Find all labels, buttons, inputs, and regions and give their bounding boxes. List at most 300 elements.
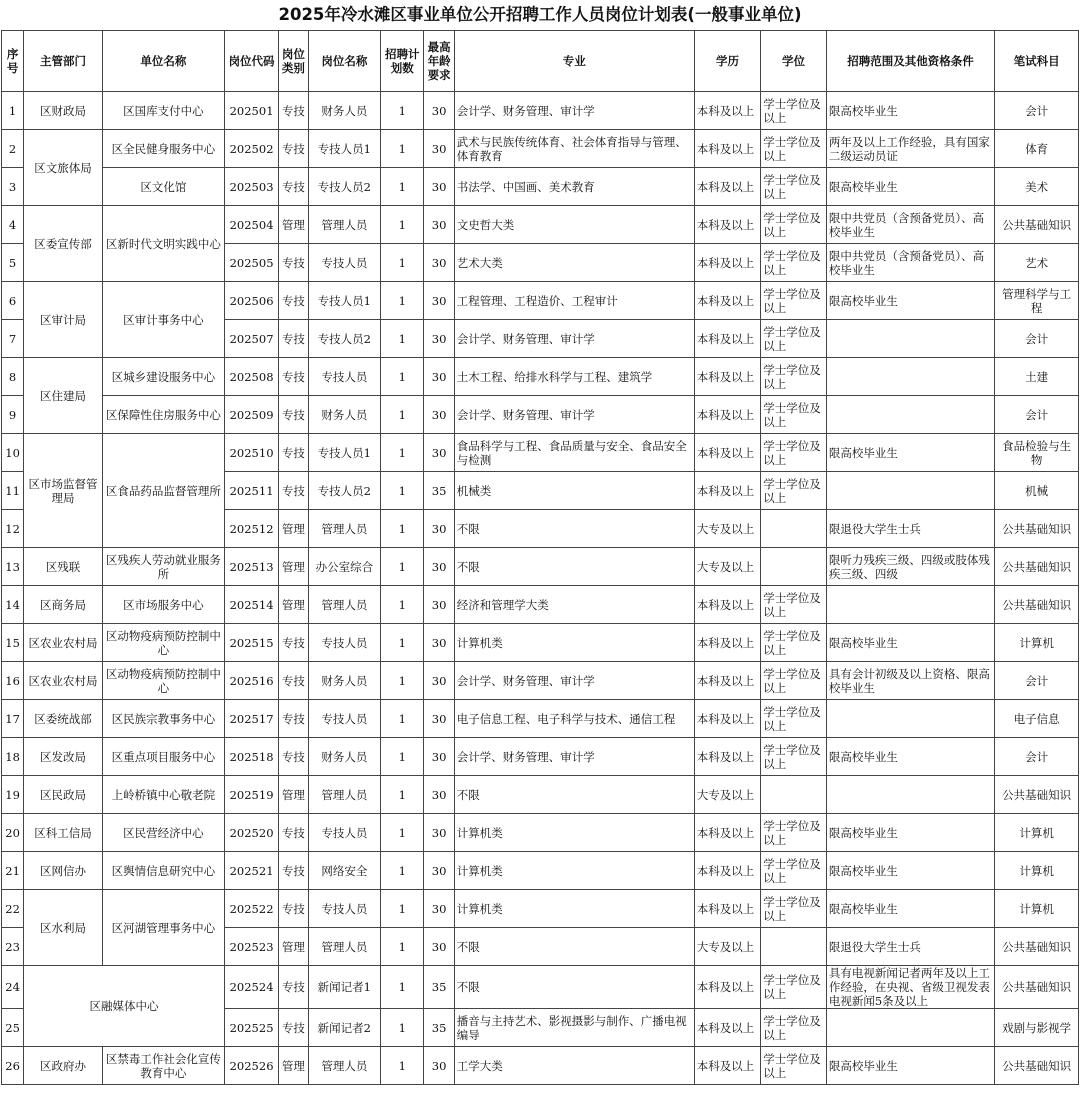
table-row xyxy=(2,624,1079,662)
scope-cell xyxy=(826,700,994,738)
plan-cell: 1 xyxy=(381,434,424,472)
exam-cell: 戏剧与影视学 xyxy=(995,1009,1079,1047)
table-row xyxy=(2,586,1079,624)
table-row xyxy=(2,966,1079,1009)
seq-cell: 12 xyxy=(2,510,24,548)
plan-cell: 1 xyxy=(381,1009,424,1047)
exam-cell: 计算机 xyxy=(995,890,1079,928)
dept-cell: 区残联 xyxy=(24,548,103,586)
table-row xyxy=(2,776,1079,814)
category-cell: 专技 xyxy=(279,320,308,358)
degree-cell xyxy=(761,548,827,586)
plan-cell: 1 xyxy=(381,206,424,244)
education-cell: 本科及以上 xyxy=(694,1047,761,1085)
code-cell: 202503 xyxy=(224,168,278,206)
code-cell: 202523 xyxy=(224,928,278,966)
education-cell: 本科及以上 xyxy=(694,244,761,282)
plan-cell: 1 xyxy=(381,814,424,852)
education-cell: 本科及以上 xyxy=(694,852,761,890)
category-cell: 专技 xyxy=(279,966,308,1009)
age-cell: 35 xyxy=(424,966,454,1009)
plan-cell: 1 xyxy=(381,966,424,1009)
degree-cell xyxy=(761,510,827,548)
education-cell: 本科及以上 xyxy=(694,168,761,206)
age-cell: 30 xyxy=(424,282,454,320)
exam-cell: 公共基础知识 xyxy=(995,1047,1079,1085)
plan-cell: 1 xyxy=(381,890,424,928)
major-cell: 食品科学与工程、食品质量与安全、食品安全与检测 xyxy=(454,434,694,472)
education-cell: 本科及以上 xyxy=(694,814,761,852)
seq-cell: 19 xyxy=(2,776,24,814)
education-cell: 本科及以上 xyxy=(694,966,761,1009)
scope-cell: 具有会计初级及以上资格、限高校毕业生 xyxy=(826,662,994,700)
dept-cell: 区融媒体中心 xyxy=(24,966,225,1047)
degree-cell: 学士学位及以上 xyxy=(761,890,827,928)
degree-cell: 学士学位及以上 xyxy=(761,396,827,434)
unit-cell: 区保障性住房服务中心 xyxy=(102,396,224,434)
plan-cell: 1 xyxy=(381,662,424,700)
seq-cell: 13 xyxy=(2,548,24,586)
exam-cell: 体育 xyxy=(995,130,1079,168)
post-cell: 财务人员 xyxy=(308,662,381,700)
code-cell: 202502 xyxy=(224,130,278,168)
plan-cell: 1 xyxy=(381,130,424,168)
post-cell: 管理人员 xyxy=(308,510,381,548)
age-cell: 30 xyxy=(424,1047,454,1085)
post-cell: 管理人员 xyxy=(308,928,381,966)
degree-cell: 学士学位及以上 xyxy=(761,1047,827,1085)
seq-cell: 6 xyxy=(2,282,24,320)
code-cell: 202525 xyxy=(224,1009,278,1047)
scope-cell: 限高校毕业生 xyxy=(826,738,994,776)
code-cell: 202506 xyxy=(224,282,278,320)
seq-cell: 7 xyxy=(2,320,24,358)
code-cell: 202508 xyxy=(224,358,278,396)
major-cell: 不限 xyxy=(454,966,694,1009)
degree-cell: 学士学位及以上 xyxy=(761,738,827,776)
table-row xyxy=(2,814,1079,852)
age-cell: 30 xyxy=(424,510,454,548)
major-cell: 工程管理、工程造价、工程审计 xyxy=(454,282,694,320)
post-cell: 专技人员2 xyxy=(308,320,381,358)
education-cell: 大专及以上 xyxy=(694,928,761,966)
code-cell: 202524 xyxy=(224,966,278,1009)
post-cell: 财务人员 xyxy=(308,396,381,434)
scope-cell: 限中共党员（含预备党员）、高校毕业生 xyxy=(826,206,994,244)
education-cell: 本科及以上 xyxy=(694,472,761,510)
code-cell: 202520 xyxy=(224,814,278,852)
category-cell: 专技 xyxy=(279,358,308,396)
plan-cell: 1 xyxy=(381,776,424,814)
code-cell: 202519 xyxy=(224,776,278,814)
degree-cell: 学士学位及以上 xyxy=(761,472,827,510)
category-cell: 专技 xyxy=(279,434,308,472)
unit-cell: 区市场服务中心 xyxy=(102,586,224,624)
category-cell: 专技 xyxy=(279,168,308,206)
exam-cell: 机械 xyxy=(995,472,1079,510)
education-cell: 本科及以上 xyxy=(694,1009,761,1047)
age-cell: 30 xyxy=(424,586,454,624)
header-row xyxy=(2,31,1079,92)
unit-cell: 区动物疫病预防控制中心 xyxy=(102,662,224,700)
seq-cell: 11 xyxy=(2,472,24,510)
seq-cell: 10 xyxy=(2,434,24,472)
scope-cell xyxy=(826,586,994,624)
scope-cell: 限高校毕业生 xyxy=(826,434,994,472)
education-cell: 本科及以上 xyxy=(694,282,761,320)
major-cell: 会计学、财务管理、审计学 xyxy=(454,396,694,434)
age-cell: 30 xyxy=(424,244,454,282)
category-cell: 管理 xyxy=(279,548,308,586)
plan-cell: 1 xyxy=(381,852,424,890)
age-cell: 30 xyxy=(424,662,454,700)
table-row xyxy=(2,282,1079,320)
degree-cell: 学士学位及以上 xyxy=(761,92,827,130)
scope-cell xyxy=(826,776,994,814)
dept-cell: 区委宣传部 xyxy=(24,206,103,282)
degree-cell xyxy=(761,928,827,966)
code-cell: 202521 xyxy=(224,852,278,890)
category-cell: 专技 xyxy=(279,852,308,890)
seq-cell: 3 xyxy=(2,168,24,206)
scope-cell: 限高校毕业生 xyxy=(826,92,994,130)
age-cell: 30 xyxy=(424,738,454,776)
exam-cell: 食品检验与生物 xyxy=(995,434,1079,472)
major-cell: 不限 xyxy=(454,928,694,966)
major-cell: 土木工程、给排水科学与工程、建筑学 xyxy=(454,358,694,396)
education-cell: 本科及以上 xyxy=(694,662,761,700)
unit-cell: 区文化馆 xyxy=(102,168,224,206)
unit-cell: 区河湖管理事务中心 xyxy=(102,890,224,966)
exam-cell: 会计 xyxy=(995,738,1079,776)
scope-cell xyxy=(826,320,994,358)
seq-cell: 4 xyxy=(2,206,24,244)
post-cell: 专技人员2 xyxy=(308,168,381,206)
dept-cell: 区住建局 xyxy=(24,358,103,434)
exam-cell: 公共基础知识 xyxy=(995,586,1079,624)
major-cell: 播音与主持艺术、影视摄影与制作、广播电视编导 xyxy=(454,1009,694,1047)
major-cell: 会计学、财务管理、审计学 xyxy=(454,320,694,358)
age-cell: 30 xyxy=(424,396,454,434)
major-cell: 电子信息工程、电子科学与技术、通信工程 xyxy=(454,700,694,738)
age-cell: 30 xyxy=(424,434,454,472)
major-cell: 机械类 xyxy=(454,472,694,510)
major-cell: 武术与民族传统体育、社会体育指导与管理、体育教育 xyxy=(454,130,694,168)
age-cell: 30 xyxy=(424,776,454,814)
education-cell: 本科及以上 xyxy=(694,434,761,472)
dept-cell: 区农业农村局 xyxy=(24,662,103,700)
exam-cell: 会计 xyxy=(995,92,1079,130)
education-cell: 本科及以上 xyxy=(694,358,761,396)
post-cell: 专技人员 xyxy=(308,700,381,738)
plan-cell: 1 xyxy=(381,396,424,434)
plan-cell: 1 xyxy=(381,168,424,206)
degree-cell: 学士学位及以上 xyxy=(761,624,827,662)
seq-cell: 16 xyxy=(2,662,24,700)
code-cell: 202507 xyxy=(224,320,278,358)
post-cell: 财务人员 xyxy=(308,738,381,776)
category-cell: 管理 xyxy=(279,928,308,966)
unit-cell: 区动物疫病预防控制中心 xyxy=(102,624,224,662)
scope-cell xyxy=(826,396,994,434)
plan-cell: 1 xyxy=(381,548,424,586)
category-cell: 管理 xyxy=(279,586,308,624)
code-cell: 202512 xyxy=(224,510,278,548)
table-row xyxy=(2,548,1079,586)
plan-cell: 1 xyxy=(381,92,424,130)
dept-cell: 区审计局 xyxy=(24,282,103,358)
age-cell: 30 xyxy=(424,92,454,130)
unit-cell: 上岭桥镇中心敬老院 xyxy=(102,776,224,814)
plan-cell: 1 xyxy=(381,282,424,320)
age-cell: 30 xyxy=(424,168,454,206)
category-cell: 专技 xyxy=(279,130,308,168)
post-cell: 管理人员 xyxy=(308,1047,381,1085)
header-major: 专业 xyxy=(454,31,694,92)
degree-cell: 学士学位及以上 xyxy=(761,358,827,396)
plan-cell: 1 xyxy=(381,472,424,510)
exam-cell: 计算机 xyxy=(995,814,1079,852)
degree-cell: 学士学位及以上 xyxy=(761,966,827,1009)
education-cell: 本科及以上 xyxy=(694,624,761,662)
major-cell: 艺术大类 xyxy=(454,244,694,282)
post-cell: 管理人员 xyxy=(308,586,381,624)
category-cell: 专技 xyxy=(279,1009,308,1047)
category-cell: 专技 xyxy=(279,700,308,738)
post-cell: 专技人员 xyxy=(308,358,381,396)
dept-cell: 区水利局 xyxy=(24,890,103,966)
exam-cell: 电子信息 xyxy=(995,700,1079,738)
header-exam: 笔试科目 xyxy=(995,31,1079,92)
plan-cell: 1 xyxy=(381,244,424,282)
table-row xyxy=(2,92,1079,130)
major-cell: 计算机类 xyxy=(454,624,694,662)
table-row xyxy=(2,130,1079,168)
major-cell: 不限 xyxy=(454,548,694,586)
seq-cell: 15 xyxy=(2,624,24,662)
seq-cell: 5 xyxy=(2,244,24,282)
exam-cell: 公共基础知识 xyxy=(995,206,1079,244)
age-cell: 30 xyxy=(424,852,454,890)
category-cell: 专技 xyxy=(279,814,308,852)
table-row xyxy=(2,700,1079,738)
table-row xyxy=(2,738,1079,776)
post-cell: 专技人员2 xyxy=(308,472,381,510)
code-cell: 202516 xyxy=(224,662,278,700)
unit-cell: 区残疾人劳动就业服务所 xyxy=(102,548,224,586)
degree-cell: 学士学位及以上 xyxy=(761,586,827,624)
scope-cell: 限高校毕业生 xyxy=(826,1047,994,1085)
post-cell: 新闻记者1 xyxy=(308,966,381,1009)
table-row xyxy=(2,890,1079,928)
seq-cell: 26 xyxy=(2,1047,24,1085)
post-cell: 专技人员 xyxy=(308,890,381,928)
seq-cell: 24 xyxy=(2,966,24,1009)
degree-cell: 学士学位及以上 xyxy=(761,434,827,472)
seq-cell: 25 xyxy=(2,1009,24,1047)
unit-cell: 区审计事务中心 xyxy=(102,282,224,358)
age-cell: 30 xyxy=(424,358,454,396)
plan-cell: 1 xyxy=(381,700,424,738)
category-cell: 管理 xyxy=(279,510,308,548)
scope-cell xyxy=(826,1009,994,1047)
seq-cell: 21 xyxy=(2,852,24,890)
category-cell: 专技 xyxy=(279,624,308,662)
header-seq: 序号 xyxy=(2,31,24,92)
major-cell: 不限 xyxy=(454,510,694,548)
table-row xyxy=(2,1047,1079,1085)
education-cell: 本科及以上 xyxy=(694,890,761,928)
header-dept: 主管部门 xyxy=(24,31,103,92)
exam-cell: 会计 xyxy=(995,662,1079,700)
category-cell: 专技 xyxy=(279,738,308,776)
seq-cell: 23 xyxy=(2,928,24,966)
table-row xyxy=(2,662,1079,700)
unit-cell: 区城乡建设服务中心 xyxy=(102,358,224,396)
degree-cell: 学士学位及以上 xyxy=(761,852,827,890)
seq-cell: 14 xyxy=(2,586,24,624)
scope-cell: 限高校毕业生 xyxy=(826,852,994,890)
header-cat: 岗位类别 xyxy=(279,31,308,92)
page-title: 2025年冷水滩区事业单位公开招聘工作人员岗位计划表(一般事业单位) xyxy=(278,5,802,24)
category-cell: 专技 xyxy=(279,396,308,434)
plan-cell: 1 xyxy=(381,320,424,358)
dept-cell: 区政府办 xyxy=(24,1047,103,1085)
seq-cell: 1 xyxy=(2,92,24,130)
education-cell: 本科及以上 xyxy=(694,586,761,624)
unit-cell: 区食品药品监督管理所 xyxy=(102,434,224,548)
exam-cell: 会计 xyxy=(995,396,1079,434)
scope-cell: 两年及以上工作经验，具有国家二级运动员证 xyxy=(826,130,994,168)
scope-cell: 限高校毕业生 xyxy=(826,814,994,852)
dept-cell: 区财政局 xyxy=(24,92,103,130)
dept-cell: 区委统战部 xyxy=(24,700,103,738)
degree-cell: 学士学位及以上 xyxy=(761,700,827,738)
education-cell: 本科及以上 xyxy=(694,396,761,434)
major-cell: 经济和管理学大类 xyxy=(454,586,694,624)
category-cell: 管理 xyxy=(279,776,308,814)
education-cell: 本科及以上 xyxy=(694,206,761,244)
code-cell: 202511 xyxy=(224,472,278,510)
exam-cell: 计算机 xyxy=(995,852,1079,890)
education-cell: 本科及以上 xyxy=(694,92,761,130)
degree-cell: 学士学位及以上 xyxy=(761,662,827,700)
plan-cell: 1 xyxy=(381,510,424,548)
exam-cell: 公共基础知识 xyxy=(995,776,1079,814)
scope-cell: 限听力残疾三级、四级或肢体残疾三级、四级 xyxy=(826,548,994,586)
age-cell: 35 xyxy=(424,472,454,510)
degree-cell: 学士学位及以上 xyxy=(761,1009,827,1047)
unit-cell: 区全民健身服务中心 xyxy=(102,130,224,168)
post-cell: 专技人员 xyxy=(308,244,381,282)
dept-cell: 区商务局 xyxy=(24,586,103,624)
exam-cell: 管理科学与工程 xyxy=(995,282,1079,320)
major-cell: 计算机类 xyxy=(454,852,694,890)
exam-cell: 公共基础知识 xyxy=(995,510,1079,548)
plan-cell: 1 xyxy=(381,624,424,662)
major-cell: 文史哲大类 xyxy=(454,206,694,244)
unit-cell: 区舆情信息研究中心 xyxy=(102,852,224,890)
major-cell: 会计学、财务管理、审计学 xyxy=(454,92,694,130)
degree-cell xyxy=(761,776,827,814)
age-cell: 35 xyxy=(424,1009,454,1047)
header-scope: 招聘范围及其他资格条件 xyxy=(826,31,994,92)
education-cell: 大专及以上 xyxy=(694,776,761,814)
age-cell: 30 xyxy=(424,624,454,662)
scope-cell: 具有电视新闻记者两年及以上工作经验，在央视、省级卫视发表电视新闻5条及以上 xyxy=(826,966,994,1009)
dept-cell: 区发改局 xyxy=(24,738,103,776)
table-row xyxy=(2,206,1079,244)
post-cell: 专技人员1 xyxy=(308,130,381,168)
scope-cell xyxy=(826,472,994,510)
header-age: 最高年龄要求 xyxy=(424,31,454,92)
code-cell: 202522 xyxy=(224,890,278,928)
seq-cell: 20 xyxy=(2,814,24,852)
degree-cell: 学士学位及以上 xyxy=(761,168,827,206)
exam-cell: 土建 xyxy=(995,358,1079,396)
code-cell: 202504 xyxy=(224,206,278,244)
code-cell: 202518 xyxy=(224,738,278,776)
code-cell: 202526 xyxy=(224,1047,278,1085)
seq-cell: 2 xyxy=(2,130,24,168)
education-cell: 本科及以上 xyxy=(694,738,761,776)
code-cell: 202514 xyxy=(224,586,278,624)
degree-cell: 学士学位及以上 xyxy=(761,282,827,320)
post-cell: 专技人员 xyxy=(308,624,381,662)
table-row xyxy=(2,852,1079,890)
unit-cell: 区民营经济中心 xyxy=(102,814,224,852)
unit-cell: 区国库支付中心 xyxy=(102,92,224,130)
exam-cell: 计算机 xyxy=(995,624,1079,662)
scope-cell: 限中共党员（含预备党员）、高校毕业生 xyxy=(826,244,994,282)
exam-cell: 公共基础知识 xyxy=(995,548,1079,586)
age-cell: 30 xyxy=(424,700,454,738)
header-post: 岗位名称 xyxy=(308,31,381,92)
degree-cell: 学士学位及以上 xyxy=(761,244,827,282)
exam-cell: 会计 xyxy=(995,320,1079,358)
scope-cell: 限高校毕业生 xyxy=(826,624,994,662)
post-cell: 办公室综合 xyxy=(308,548,381,586)
post-cell: 网络安全 xyxy=(308,852,381,890)
table-row xyxy=(2,168,1079,206)
unit-cell: 区民族宗教事务中心 xyxy=(102,700,224,738)
scope-cell xyxy=(826,358,994,396)
header-plan: 招聘计划数 xyxy=(381,31,424,92)
exam-cell: 美术 xyxy=(995,168,1079,206)
post-cell: 财务人员 xyxy=(308,92,381,130)
major-cell: 计算机类 xyxy=(454,890,694,928)
code-cell: 202517 xyxy=(224,700,278,738)
header-code: 岗位代码 xyxy=(224,31,278,92)
age-cell: 30 xyxy=(424,206,454,244)
unit-cell: 区重点项目服务中心 xyxy=(102,738,224,776)
unit-cell: 区新时代文明实践中心 xyxy=(102,206,224,282)
degree-cell: 学士学位及以上 xyxy=(761,130,827,168)
plan-cell: 1 xyxy=(381,1047,424,1085)
major-cell: 工学大类 xyxy=(454,1047,694,1085)
plan-cell: 1 xyxy=(381,358,424,396)
table-row xyxy=(2,358,1079,396)
scope-cell: 限退役大学生士兵 xyxy=(826,510,994,548)
exam-cell: 公共基础知识 xyxy=(995,928,1079,966)
seq-cell: 22 xyxy=(2,890,24,928)
age-cell: 30 xyxy=(424,130,454,168)
dept-cell: 区文旅体局 xyxy=(24,130,103,206)
post-cell: 专技人员1 xyxy=(308,282,381,320)
scope-cell: 限高校毕业生 xyxy=(826,890,994,928)
category-cell: 专技 xyxy=(279,92,308,130)
post-cell: 专技人员 xyxy=(308,814,381,852)
